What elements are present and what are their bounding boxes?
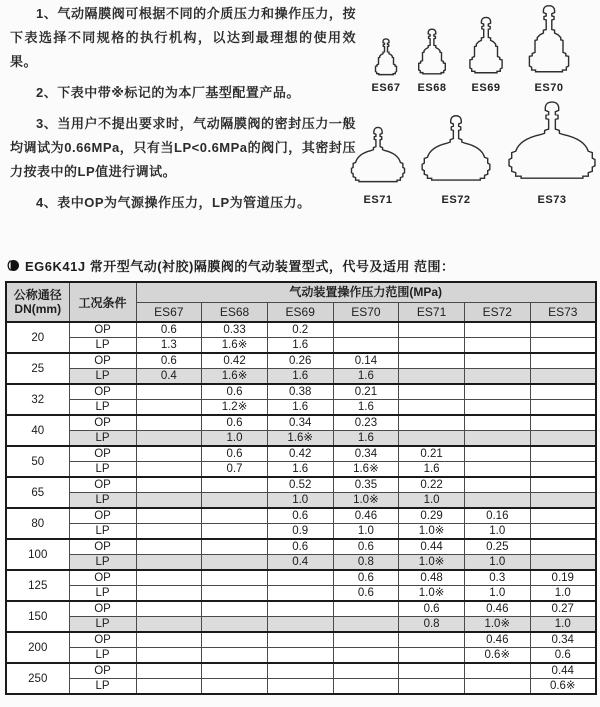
note-paragraph: 4、表中OP为气源操作压力，LP为管道压力。 [36,195,311,210]
valve-label: ES71 [363,194,393,206]
col-header-model-es69: ES69 [267,303,333,323]
value-cell: 0.14 [333,353,399,369]
value-cell [464,369,530,385]
condition-cell: LP [69,617,136,633]
value-cell: 0.6 [333,586,399,602]
table-row-lp [6,369,596,385]
value-cell: 1.0 [267,493,333,509]
value-cell [267,648,333,664]
value-cell [267,679,333,695]
value-cell: 0.6 [202,384,268,400]
table-row-op [6,446,596,462]
condition-cell: OP [69,446,136,462]
value-cell [464,679,530,695]
value-cell: 0.7 [202,462,268,478]
condition-cell: OP [69,415,136,431]
note-paragraph: 1、气动隔膜阀可根据不同的介质压力和操作压力，按下表选择不同规格的执行机构，以达到最理想的使用效果。 [10,6,356,69]
value-cell: 0.9 [267,524,333,540]
col-header-model-es68: ES68 [202,303,268,323]
value-cell [136,539,202,555]
dn-cell: 50 [6,446,69,477]
condition-cell: LP [69,431,136,447]
value-cell: 1.6 [267,400,333,416]
table-row-op [6,415,596,431]
value-cell: 1.0※ [399,524,465,540]
value-cell: 0.6 [333,539,399,555]
col-header-model-es72: ES72 [464,303,530,323]
condition-cell: OP [69,570,136,586]
value-cell: 0.33 [202,322,268,338]
table-row-lp [6,648,596,664]
value-cell: 0.22 [399,477,465,493]
value-cell [202,632,268,648]
table-row-op [6,384,596,400]
value-cell [399,648,465,664]
dn-cell: 100 [6,539,69,570]
col-header-model-es70: ES70 [333,303,399,323]
value-cell [333,663,399,679]
condition-cell: OP [69,663,136,679]
table-row-op [6,601,596,617]
value-cell [136,617,202,633]
value-cell [399,632,465,648]
value-cell [202,586,268,602]
value-cell [399,369,465,385]
value-cell: 0.6 [202,446,268,462]
col-header-model-es71: ES71 [399,303,465,323]
value-cell [399,353,465,369]
value-cell: 1.6※ [333,462,399,478]
table-row-lp [6,617,596,633]
valve-figure-es68 [413,28,451,94]
value-cell: 0.25 [464,539,530,555]
value-cell: 0.6※ [530,679,596,695]
valve-outline-icon [419,114,493,190]
condition-cell: OP [69,477,136,493]
table-title-row [6,256,454,275]
value-cell [399,338,465,354]
value-cell [202,648,268,664]
value-cell: 1.0 [464,555,530,571]
value-cell [333,648,399,664]
table-row-op [6,663,596,679]
value-cell [530,415,596,431]
value-cell: 1.3 [136,338,202,354]
value-cell [136,462,202,478]
value-cell: 0.52 [267,477,333,493]
bullet-icon [6,259,19,272]
value-cell [464,338,530,354]
value-cell [530,369,596,385]
value-cell [464,663,530,679]
table-row-lp [6,462,596,478]
dn-cell: 40 [6,415,69,446]
value-cell: 1.6 [267,338,333,354]
value-cell: 0.46 [464,632,530,648]
value-cell [202,617,268,633]
value-cell [530,493,596,509]
table-row-lp [6,493,596,509]
value-cell [136,415,202,431]
value-cell: 1.0 [464,524,530,540]
value-cell [464,446,530,462]
value-cell [333,617,399,633]
value-cell: 0.6 [399,601,465,617]
value-cell: 1.0※ [399,586,465,602]
value-cell: 0.19 [530,570,596,586]
valve-figure-es72 [419,114,493,206]
value-cell: 0.42 [202,353,268,369]
value-cell [464,415,530,431]
table-row-lp [6,679,596,695]
value-cell [399,415,465,431]
value-cell [464,384,530,400]
value-cell: 1.0 [399,493,465,509]
table-row-lp [6,555,596,571]
table-row-op [6,632,596,648]
condition-cell: OP [69,353,136,369]
value-cell [333,679,399,695]
value-cell [530,338,596,354]
valve-label: ES69 [471,82,501,94]
valve-outline-icon [413,28,451,78]
value-cell [136,570,202,586]
value-cell [530,353,596,369]
col-header-pressure-range: 气动装置操作压力范围(MPa) [136,282,596,303]
value-cell [464,477,530,493]
value-cell: 0.44 [399,539,465,555]
col-header-model-es67: ES67 [136,303,202,323]
valve-label: ES70 [534,82,564,94]
value-cell: 0.4 [267,555,333,571]
value-cell: 0.8 [399,617,465,633]
value-cell [464,400,530,416]
value-cell [202,601,268,617]
value-cell: 1.6 [267,369,333,385]
note-paragraph: 3、当用户不提出要求时，气动隔膜阀的密封压力一般均调试为0.66MPa，只有当LP<0.6MPa的阀门，其密封压力按表中的LP值进行调试。 [10,116,356,179]
valve-outline-icon [521,4,577,78]
value-cell [399,400,465,416]
dn-cell: 200 [6,632,69,663]
value-cell [136,601,202,617]
condition-cell: LP [69,524,136,540]
value-cell: 0.6※ [464,648,530,664]
dn-cell: 20 [6,322,69,353]
value-cell: 0.6 [333,570,399,586]
value-cell: 0.34 [267,415,333,431]
valve-figures [350,4,598,206]
value-cell: 0.6 [202,415,268,431]
value-cell [136,446,202,462]
value-cell: 0.8 [333,555,399,571]
dn-cell: 25 [6,353,69,384]
value-cell: 0.35 [333,477,399,493]
valve-outline-icon [505,100,599,190]
valve-figure-es69 [463,16,509,94]
condition-cell: LP [69,338,136,354]
value-cell [530,384,596,400]
dn-cell: 125 [6,570,69,601]
value-cell: 0.6 [267,539,333,555]
value-cell [136,508,202,524]
value-cell [202,663,268,679]
col-header-condition: 工况条件 [69,282,136,322]
value-cell: 0.16 [464,508,530,524]
value-cell [530,431,596,447]
value-cell [202,570,268,586]
value-cell: 0.23 [333,415,399,431]
valve-outline-icon [349,126,407,190]
value-cell: 1.0 [464,586,530,602]
value-cell: 1.6 [267,462,333,478]
col-header-dn-line1: 公称通径 [13,288,62,302]
value-cell [136,679,202,695]
value-cell [399,663,465,679]
note-paragraph: 2、下表中带※标记的为本厂基型配置产品。 [36,85,300,100]
table-row-op [6,570,596,586]
value-cell [530,322,596,338]
condition-cell: LP [69,679,136,695]
value-cell [267,617,333,633]
value-cell: 0.46 [464,601,530,617]
value-cell [530,462,596,478]
table-row-op [6,353,596,369]
value-cell [136,555,202,571]
dn-cell: 32 [6,384,69,415]
value-cell: 0.46 [333,508,399,524]
value-cell: 1.0※ [333,493,399,509]
value-cell [399,322,465,338]
value-cell [530,539,596,555]
value-cell [202,679,268,695]
col-header-dn-line2: DN(mm) [14,302,62,316]
value-cell: 1.6※ [202,369,268,385]
value-cell [136,663,202,679]
table-title: EG6K41J 常开型气动(衬胶)隔膜阀的气动装置型式，代号及适用 范围： [25,259,455,274]
value-cell [267,601,333,617]
table-row-lp [6,431,596,447]
value-cell: 1.0※ [464,617,530,633]
valve-figure-es70 [521,4,577,94]
value-cell [333,322,399,338]
valve-label: ES68 [417,82,447,94]
value-cell: 1.6 [333,431,399,447]
value-cell [399,431,465,447]
pressure-table-body [6,322,596,694]
value-cell [136,524,202,540]
condition-cell: OP [69,539,136,555]
condition-cell: OP [69,322,136,338]
value-cell [530,477,596,493]
condition-cell: LP [69,462,136,478]
value-cell [136,384,202,400]
value-cell [136,431,202,447]
value-cell: 0.21 [333,384,399,400]
valve-label: ES67 [371,82,401,94]
value-cell: 1.2※ [202,400,268,416]
value-cell [464,353,530,369]
value-cell [267,632,333,648]
dn-cell: 80 [6,508,69,539]
value-cell: 0.2 [267,322,333,338]
value-cell: 1.6※ [202,338,268,354]
value-cell [202,477,268,493]
value-cell [136,648,202,664]
value-cell [530,555,596,571]
value-cell: 0.6 [530,648,596,664]
value-cell [202,493,268,509]
value-cell: 0.48 [399,570,465,586]
value-cell [202,555,268,571]
value-cell: 0.34 [530,632,596,648]
valve-label: ES73 [537,194,567,206]
value-cell [267,586,333,602]
valve-figures-row-1 [350,4,598,94]
value-cell [202,508,268,524]
condition-cell: LP [69,586,136,602]
valve-figure-es73 [505,100,599,206]
col-header-dn [6,282,69,322]
value-cell [136,586,202,602]
value-cell [333,338,399,354]
condition-cell: OP [69,632,136,648]
value-cell: 0.6 [136,322,202,338]
value-cell [464,322,530,338]
value-cell [530,400,596,416]
condition-cell: LP [69,493,136,509]
value-cell [464,493,530,509]
value-cell [333,601,399,617]
pressure-table [5,281,597,695]
table-row-op [6,508,596,524]
value-cell: 0.34 [333,446,399,462]
value-cell: 1.6※ [267,431,333,447]
dn-cell: 65 [6,477,69,508]
value-cell [267,570,333,586]
value-cell: 0.44 [530,663,596,679]
value-cell [136,493,202,509]
valve-outline-icon [371,38,401,78]
condition-cell: LP [69,369,136,385]
value-cell [399,384,465,400]
value-cell [464,431,530,447]
value-cell: 1.0 [530,586,596,602]
value-cell: 0.26 [267,353,333,369]
value-cell: 0.4 [136,369,202,385]
value-cell [530,508,596,524]
value-cell: 1.0※ [399,555,465,571]
table-row-lp [6,586,596,602]
table-row-lp [6,338,596,354]
valve-figure-es67 [371,38,401,94]
value-cell: 1.6 [333,369,399,385]
value-cell [464,462,530,478]
condition-cell: OP [69,384,136,400]
value-cell [399,679,465,695]
table-row-op [6,539,596,555]
value-cell: 0.3 [464,570,530,586]
value-cell [333,632,399,648]
value-cell: 1.0 [202,431,268,447]
condition-cell: LP [69,648,136,664]
table-row-lp [6,400,596,416]
value-cell: 1.0 [333,524,399,540]
table-row-op [6,322,596,338]
value-cell [136,400,202,416]
notes-section [10,2,356,222]
value-cell [202,539,268,555]
condition-cell: LP [69,400,136,416]
col-header-model-es73: ES73 [530,303,596,323]
value-cell: 1.6 [333,400,399,416]
pressure-table-header [6,282,596,322]
value-cell [530,446,596,462]
value-cell: 0.29 [399,508,465,524]
valve-outline-icon [463,16,509,78]
value-cell [202,524,268,540]
value-cell [136,477,202,493]
dn-cell: 150 [6,601,69,632]
valve-label: ES72 [441,194,471,206]
value-cell: 1.0 [530,617,596,633]
value-cell [136,632,202,648]
value-cell: 0.42 [267,446,333,462]
value-cell: 0.6 [267,508,333,524]
table-row-lp [6,524,596,540]
value-cell [267,663,333,679]
value-cell [530,524,596,540]
value-cell: 0.21 [399,446,465,462]
value-cell: 0.38 [267,384,333,400]
value-cell: 1.6 [399,462,465,478]
condition-cell: LP [69,555,136,571]
condition-cell: OP [69,508,136,524]
condition-cell: OP [69,601,136,617]
valve-figures-row-2 [350,100,598,206]
table-row-op [6,477,596,493]
value-cell: 0.27 [530,601,596,617]
dn-cell: 250 [6,663,69,694]
value-cell: 0.6 [136,353,202,369]
valve-figure-es71 [349,126,407,206]
